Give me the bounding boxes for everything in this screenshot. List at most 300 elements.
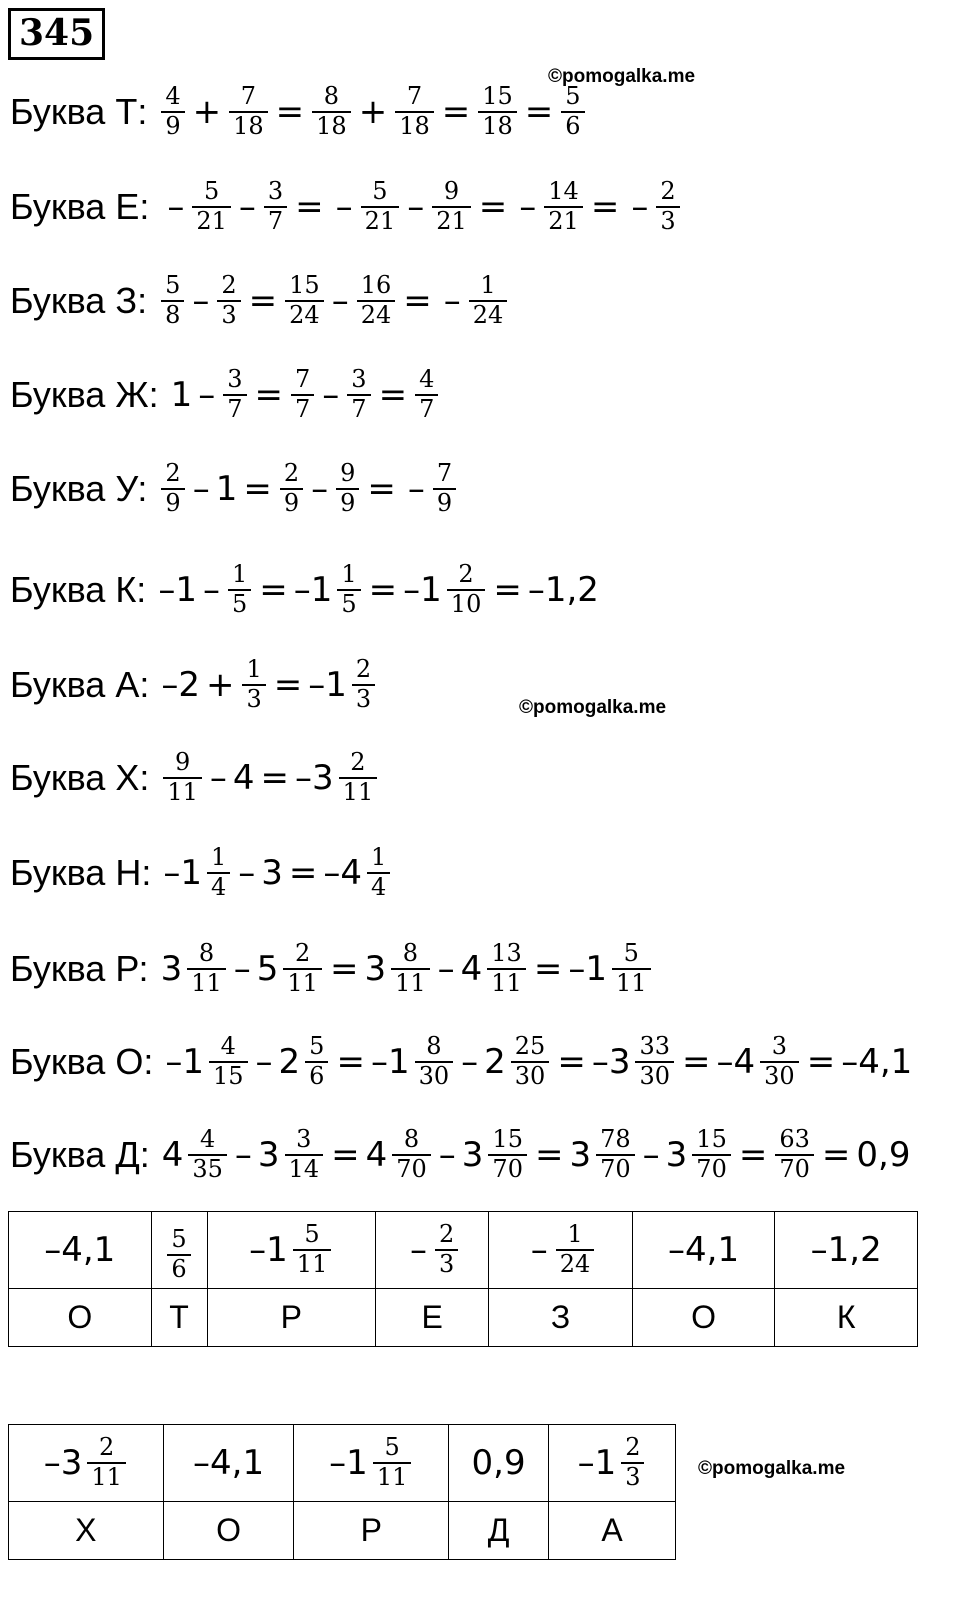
operator: – (202, 570, 220, 610)
table-row-letters (9, 1289, 918, 1347)
number: –4,1 (44, 1230, 116, 1270)
fraction (447, 561, 486, 618)
whole-part: –1 (329, 1443, 368, 1483)
numerator: 14 (548, 177, 579, 206)
numerator: 3 (227, 365, 243, 394)
denominator: 11 (87, 1462, 126, 1492)
fraction (264, 178, 287, 235)
operator: = (331, 1135, 360, 1175)
table-cell-letter: Р (294, 1502, 449, 1560)
operator: + (192, 92, 222, 132)
operator: = (403, 281, 432, 321)
table-cell-value (489, 1212, 633, 1289)
equation-line (10, 162, 682, 252)
table-cell-letter: Т (151, 1289, 207, 1347)
equation-line (10, 256, 509, 346)
mixed-number (403, 561, 487, 618)
letter-label: Буква Т: (10, 91, 148, 132)
denominator: 8 (161, 300, 184, 330)
fraction (760, 1033, 799, 1090)
operator: – (443, 281, 461, 321)
denominator: 11 (163, 777, 202, 807)
numerator: 5 (565, 82, 581, 111)
equation-expression (159, 460, 458, 517)
numerator: 2 (98, 1433, 115, 1462)
table-cell-value (207, 1212, 376, 1289)
numerator: 4 (220, 1032, 236, 1061)
equation-line (10, 733, 379, 823)
fraction (339, 749, 378, 806)
fraction (229, 83, 268, 140)
operator: – (198, 375, 216, 415)
fraction (435, 1221, 458, 1278)
operator: – (519, 187, 537, 227)
denominator: 18 (395, 111, 434, 141)
numerator: 2 (439, 1220, 455, 1249)
numerator: 8 (426, 1032, 442, 1061)
numerator: 9 (340, 459, 356, 488)
denominator: 30 (760, 1061, 799, 1091)
denominator: 7 (223, 394, 246, 424)
equation-expression (162, 1126, 911, 1183)
fraction (478, 83, 517, 140)
mixed-number (165, 1033, 249, 1090)
numerator: 5 (203, 177, 220, 206)
operator: = (367, 469, 396, 509)
letter-label: Буква К: (10, 569, 147, 610)
numerator: 1 (480, 271, 496, 300)
operator: = (288, 853, 318, 893)
operator: + (205, 665, 235, 705)
equation-expression (161, 940, 653, 997)
fraction (207, 844, 230, 901)
whole-part: –3 (43, 1443, 83, 1483)
numerator: 7 (240, 82, 257, 111)
operator: – (192, 281, 210, 321)
letter-label: Буква О: (10, 1041, 154, 1082)
denominator: 9 (280, 488, 303, 518)
equation-expression (161, 749, 379, 806)
fraction (167, 1226, 190, 1283)
numerator: 9 (443, 177, 460, 206)
whole-part: –1 (568, 949, 607, 989)
fraction (395, 83, 434, 140)
mixed-number (578, 1434, 647, 1491)
denominator: 11 (487, 968, 526, 998)
denominator: 70 (392, 1154, 431, 1184)
fraction (283, 940, 322, 997)
table-cell-value (632, 1212, 775, 1289)
fraction (223, 366, 246, 423)
mixed-number (279, 1033, 331, 1090)
operator: = (273, 665, 303, 705)
numerator: 3 (296, 1125, 312, 1154)
letter-label: Буква Н: (10, 852, 152, 893)
whole-part: 4 (161, 1135, 184, 1175)
problem-number: 345 (8, 8, 105, 60)
operator: – (209, 758, 227, 798)
fraction (242, 656, 265, 713)
fraction (621, 1434, 644, 1491)
numerator: 9 (174, 748, 191, 777)
letter-label: Буква Х: (10, 757, 150, 798)
operator: = (478, 187, 508, 227)
denominator: 24 (357, 300, 396, 330)
denominator: 11 (283, 968, 322, 998)
table-cell-value (549, 1425, 676, 1502)
numerator: 2 (458, 560, 474, 589)
denominator: 11 (391, 968, 430, 998)
whole-part: –4 (716, 1042, 756, 1082)
operator: = (533, 949, 563, 989)
cell-content (193, 1443, 264, 1483)
fraction (415, 366, 438, 423)
mixed-number (323, 844, 392, 901)
numerator: 2 (660, 177, 676, 206)
mixed-number (257, 940, 324, 997)
fraction (692, 1126, 731, 1183)
mixed-number (258, 1126, 325, 1183)
denominator: 4 (207, 872, 230, 902)
numerator: 78 (600, 1125, 631, 1154)
denominator: 21 (361, 206, 400, 236)
table-cell-letter: Д (449, 1502, 549, 1560)
operator: = (254, 375, 283, 415)
number: –4,1 (193, 1443, 265, 1483)
fraction (312, 83, 351, 140)
numerator: 5 (165, 271, 181, 300)
fraction (217, 272, 240, 329)
operator: = (806, 1042, 836, 1082)
equation-expression (161, 178, 681, 235)
equation-line (10, 545, 599, 635)
numerator: 15 (482, 82, 513, 111)
equation-expression (165, 1033, 912, 1090)
numerator: 1 (567, 1220, 583, 1249)
whole-part: 4 (365, 1135, 388, 1175)
whole-part: –1 (293, 570, 333, 610)
fraction (347, 366, 370, 423)
denominator: 18 (229, 111, 268, 141)
equation-line (10, 1110, 910, 1200)
table-cell-letter: Р (207, 1289, 376, 1347)
fraction (293, 1221, 332, 1278)
operator: – (192, 469, 210, 509)
numerator: 2 (350, 748, 366, 777)
whole-part: –3 (591, 1042, 631, 1082)
numerator: 5 (304, 1220, 320, 1249)
equation-line (10, 350, 440, 440)
operator: = (738, 1135, 768, 1175)
mixed-number (161, 940, 228, 997)
numerator: 1 (371, 843, 387, 872)
letter-label: Буква З: (10, 280, 148, 321)
cell-content (44, 1230, 115, 1270)
fraction (87, 1434, 126, 1491)
answer-table-2 (8, 1424, 676, 1560)
numerator: 2 (165, 459, 181, 488)
whole-part: 3 (257, 1135, 280, 1175)
number: 3 (261, 853, 283, 893)
table-cell-value (376, 1212, 489, 1289)
operator: = (378, 375, 408, 415)
numerator: 8 (403, 1125, 420, 1154)
cell-content (249, 1221, 333, 1278)
equation-line (10, 924, 653, 1014)
table-cell-value (151, 1212, 207, 1289)
fraction (488, 1126, 527, 1183)
table-row-values (9, 1425, 676, 1502)
operator: = (534, 1135, 564, 1175)
equation-expression (159, 83, 586, 140)
denominator: 11 (373, 1462, 412, 1492)
fraction (361, 178, 400, 235)
numerator: 2 (221, 271, 237, 300)
operator: = (259, 570, 288, 610)
table-row-values (9, 1212, 918, 1289)
fraction (161, 460, 184, 517)
operator: – (322, 375, 340, 415)
fraction (161, 272, 184, 329)
mixed-number (484, 1033, 551, 1090)
watermark-top: ©pomogalka.me (548, 66, 696, 87)
numerator: 16 (360, 271, 392, 300)
operator: – (437, 949, 455, 989)
operator: – (642, 1135, 660, 1175)
table-cell-letter: З (489, 1289, 633, 1347)
numerator: 1 (341, 560, 357, 589)
cell-content (404, 1221, 460, 1278)
denominator: 10 (447, 589, 486, 619)
operator: = (590, 187, 620, 227)
numerator: 8 (323, 82, 340, 111)
fraction (612, 940, 651, 997)
equation-line (10, 828, 392, 918)
denominator: 6 (561, 111, 584, 141)
denominator: 21 (192, 206, 231, 236)
numerator: 5 (171, 1224, 187, 1253)
denominator: 11 (339, 777, 378, 807)
numerator: 1 (210, 843, 227, 872)
whole-part: –4 (323, 853, 363, 893)
number: 1 (170, 375, 193, 415)
fraction (432, 178, 471, 235)
denominator: 70 (775, 1154, 814, 1184)
numerator: 4 (165, 82, 181, 111)
operator: – (331, 281, 349, 321)
numerator: 63 (779, 1125, 810, 1154)
number: 4 (232, 758, 255, 798)
numerator: 5 (384, 1433, 400, 1462)
letter-label: Буква Р: (10, 948, 149, 989)
fraction (352, 656, 375, 713)
operator: = (441, 92, 471, 132)
table-cell-value (294, 1425, 449, 1502)
denominator: 4 (367, 872, 390, 902)
cell-content (525, 1221, 597, 1278)
equation-expression (158, 561, 599, 618)
mixed-number (364, 940, 431, 997)
numerator: 8 (402, 939, 418, 968)
whole-part: 4 (460, 949, 483, 989)
mixed-number (371, 1033, 455, 1090)
mixed-number (568, 940, 652, 997)
mixed-number (163, 844, 232, 901)
operator: = (243, 469, 272, 509)
denominator: 11 (293, 1249, 332, 1279)
table-cell-letter: О (163, 1502, 294, 1560)
operator: – (438, 1135, 456, 1175)
denominator: 21 (544, 206, 583, 236)
operator: = (682, 1042, 711, 1082)
denominator: 18 (478, 111, 517, 141)
operator: = (275, 92, 305, 132)
denominator: 5 (228, 589, 251, 619)
whole-part: 3 (461, 1135, 484, 1175)
operator: = (295, 187, 324, 227)
fraction (357, 272, 396, 329)
equation-expression (159, 272, 509, 329)
fraction (367, 844, 390, 901)
whole-part: –1 (163, 853, 202, 893)
denominator: 18 (312, 111, 351, 141)
operator: – (238, 853, 256, 893)
equation-expression (171, 366, 441, 423)
fraction (373, 1434, 412, 1491)
whole-part: 2 (484, 1042, 506, 1082)
numerator: 5 (372, 177, 388, 206)
table-cell-letter: А (549, 1502, 676, 1560)
cell-content (668, 1230, 739, 1270)
fraction (433, 460, 456, 517)
whole-part: 3 (665, 1135, 688, 1175)
cell-content (578, 1434, 647, 1491)
operator: – (631, 187, 649, 227)
operator: – (233, 949, 251, 989)
whole-part: –1 (165, 1042, 204, 1082)
denominator: 3 (621, 1462, 644, 1492)
operator: – (407, 469, 425, 509)
numerator: 8 (198, 939, 215, 968)
fraction (511, 1033, 550, 1090)
letter-label: Буква Ж: (10, 374, 159, 415)
operator: – (255, 1042, 273, 1082)
denominator: 70 (488, 1154, 527, 1184)
mixed-number (44, 1434, 128, 1491)
answer-table-1 (8, 1211, 918, 1347)
numerator: 2 (355, 655, 372, 684)
mixed-number (461, 940, 528, 997)
equation-line (10, 67, 587, 157)
mixed-number (666, 1126, 733, 1183)
equation-line (10, 444, 458, 534)
numerator: 33 (639, 1032, 671, 1061)
denominator: 21 (432, 206, 471, 236)
table-cell-value (9, 1425, 164, 1502)
cell-content (811, 1230, 882, 1270)
denominator: 9 (433, 488, 456, 518)
denominator: 7 (347, 394, 370, 424)
denominator: 11 (612, 968, 651, 998)
operator: = (329, 949, 359, 989)
fraction (561, 83, 584, 140)
letter-label: Буква Д: (10, 1134, 150, 1175)
fraction (635, 1033, 674, 1090)
fraction (192, 178, 231, 235)
mixed-number (294, 561, 363, 618)
number: –4,1 (668, 1230, 740, 1270)
denominator: 35 (188, 1154, 227, 1184)
denominator: 9 (161, 111, 184, 141)
number: 1 (215, 469, 238, 509)
denominator: 6 (167, 1254, 190, 1284)
numerator: 2 (283, 459, 300, 488)
denominator: 9 (161, 488, 184, 518)
operator: = (821, 1135, 851, 1175)
whole-part: 5 (256, 949, 279, 989)
fraction (775, 1126, 814, 1183)
mixed-number (295, 749, 379, 806)
number: –2 (161, 665, 200, 705)
whole-part: –1 (403, 570, 442, 610)
denominator: 14 (285, 1154, 324, 1184)
numerator: 15 (289, 271, 320, 300)
cell-content (472, 1443, 526, 1483)
numerator: 1 (246, 655, 262, 684)
numerator: 1 (231, 560, 248, 589)
table-cell-letter: О (632, 1289, 775, 1347)
whole-part: 2 (278, 1042, 301, 1082)
operator: – (461, 1042, 479, 1082)
numerator: 15 (492, 1125, 523, 1154)
mixed-number (592, 1033, 676, 1090)
numerator: 7 (295, 365, 311, 394)
operator: – (234, 1135, 252, 1175)
fraction (336, 460, 359, 517)
mixed-number (569, 1126, 636, 1183)
numerator: 15 (696, 1125, 727, 1154)
equation-expression (163, 844, 392, 901)
watermark-bottom: ©pomogalka.me (698, 1458, 846, 1479)
denominator: 11 (187, 968, 226, 998)
operator: = (248, 281, 278, 321)
denominator: 24 (469, 300, 508, 330)
fraction (291, 366, 314, 423)
denominator: 70 (596, 1154, 635, 1184)
denominator: 70 (692, 1154, 731, 1184)
denominator: 6 (305, 1061, 328, 1091)
numerator: 7 (436, 459, 453, 488)
fraction (392, 1126, 431, 1183)
whole-part: –1 (577, 1443, 617, 1483)
fraction (596, 1126, 635, 1183)
numerator: 3 (771, 1032, 788, 1061)
denominator: 3 (217, 300, 240, 330)
denominator: 7 (291, 394, 314, 424)
operator: = (260, 758, 290, 798)
mixed-number (366, 1126, 433, 1183)
denominator: 15 (209, 1061, 248, 1091)
whole-part: 3 (364, 949, 387, 989)
denominator: 30 (511, 1061, 550, 1091)
table-cell-letter: Е (376, 1289, 489, 1347)
operator: = (336, 1042, 365, 1082)
numerator: 25 (514, 1032, 546, 1061)
fraction (161, 83, 184, 140)
whole-part: 3 (160, 949, 183, 989)
mixed-number (162, 1126, 229, 1183)
mixed-number (308, 656, 377, 713)
